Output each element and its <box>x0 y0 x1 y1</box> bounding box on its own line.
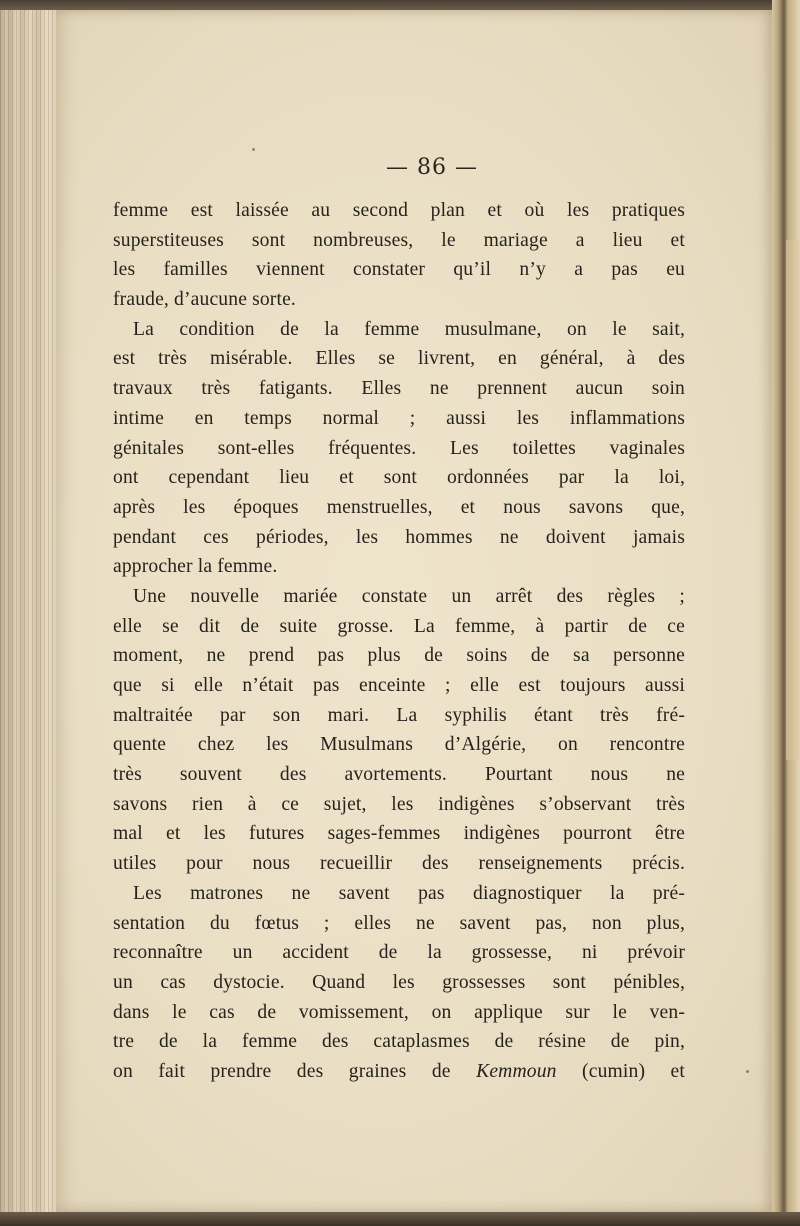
text-run: travaux très fatigants. Elles ne prennent aucun soin <box>113 378 685 400</box>
text-run: superstiteuses sont nombreuses, le mariage a lieu et <box>113 229 685 251</box>
text-run: tre de la femme des cataplasmes de résine de pin, <box>113 1031 685 1053</box>
text-line <box>113 1057 685 1087</box>
text-line <box>113 285 685 315</box>
text-line <box>113 196 685 226</box>
text-run: pendant ces périodes, les hommes ne doivent jamais <box>113 526 685 548</box>
page-stack-lines <box>0 0 56 1226</box>
text-run: sentation du fœtus ; elles ne savent pas, non plus, <box>113 912 685 934</box>
text-run: génitales sont-elles fréquentes. Les toilettes vaginales <box>113 437 685 459</box>
text-run: reconnaître un accident de la grossesse, ni prévoir <box>113 942 685 964</box>
text-line <box>113 1027 685 1057</box>
text-run: est très misérable. Elles se livrent, en général, à des <box>113 348 685 370</box>
text-run: Une nouvelle mariée constate un arrêt des règles ; <box>133 585 685 607</box>
text-run: un cas dystocie. Quand les grossesses sont pénibles, <box>113 971 685 993</box>
text-line <box>113 909 685 939</box>
paper-speck <box>252 148 255 151</box>
text-line <box>113 374 685 404</box>
page-number: — 86 — <box>386 155 478 180</box>
paper-speck <box>746 1070 749 1073</box>
text-line <box>113 790 685 820</box>
text-run: après les époques menstruelles, et nous savons que, <box>113 496 685 518</box>
text-run: moment, ne prend pas plus de soins de sa personne <box>113 645 685 667</box>
text-line <box>113 344 685 374</box>
body-text <box>113 196 685 1087</box>
text-line <box>113 879 685 909</box>
book-page <box>56 10 772 1212</box>
text-line <box>113 701 685 731</box>
text-run: intime en temps normal ; aussi les inflammations <box>113 407 685 429</box>
text-line <box>113 641 685 671</box>
text-run: dans le cas de vomissement, on applique sur le ven- <box>113 1001 685 1023</box>
text-run: ont cependant lieu et sont ordonnées par la loi, <box>113 467 685 489</box>
text-line <box>113 819 685 849</box>
text-run: elle se dit de suite grosse. La femme, à partir de ce <box>113 615 685 637</box>
text-line <box>113 404 685 434</box>
text-run: mal et les futures sages-femmes indigènes pourront être <box>113 823 685 845</box>
text-run: utiles pour nous recueillir des renseignements précis. <box>113 853 685 875</box>
text-run: approcher la femme. <box>113 556 278 578</box>
text-line <box>113 730 685 760</box>
text-line <box>113 493 685 523</box>
italic-term: Kemmoun <box>476 1060 557 1082</box>
text-line <box>113 463 685 493</box>
top-cover-edge <box>0 0 800 10</box>
text-line <box>113 582 685 612</box>
text-run: fraude, d’aucune sorte. <box>113 289 296 311</box>
right-page-tab <box>786 240 800 760</box>
text-run: quente chez les Musulmans d’Algérie, on rencontre <box>113 734 685 756</box>
text-run: les familles viennent constater qu’il n’y a pas eu <box>113 259 685 281</box>
text-run: on fait prendre des graines de <box>113 1060 477 1082</box>
text-line <box>113 612 685 642</box>
text-run: femme est laissée au second plan et où les pratiques <box>113 200 685 221</box>
text-line <box>113 998 685 1028</box>
text-line <box>113 523 685 553</box>
text-line <box>113 938 685 968</box>
bottom-cover-edge <box>0 1212 800 1226</box>
text-run: maltraitée par son mari. La syphilis étant très fré- <box>113 704 685 726</box>
text-line <box>113 315 685 345</box>
text-run: très souvent des avortements. Pourtant nous ne <box>113 764 685 786</box>
text-run: que si elle n’était pas enceinte ; elle est toujours aussi <box>113 675 685 696</box>
text-line <box>113 849 685 879</box>
text-line <box>113 760 685 790</box>
text-line <box>113 226 685 256</box>
text-line <box>113 671 685 701</box>
text-run: Les matrones ne savent pas diagnostiquer la pré- <box>133 882 685 904</box>
text-line <box>113 968 685 998</box>
text-run: (cumin) et <box>556 1060 685 1082</box>
text-line <box>113 255 685 285</box>
text-line <box>113 552 685 582</box>
text-run: La condition de la femme musulmane, on le sait, <box>133 318 685 340</box>
text-line <box>113 434 685 464</box>
text-run: savons rien à ce sujet, les indigènes s’observant très <box>113 793 685 815</box>
